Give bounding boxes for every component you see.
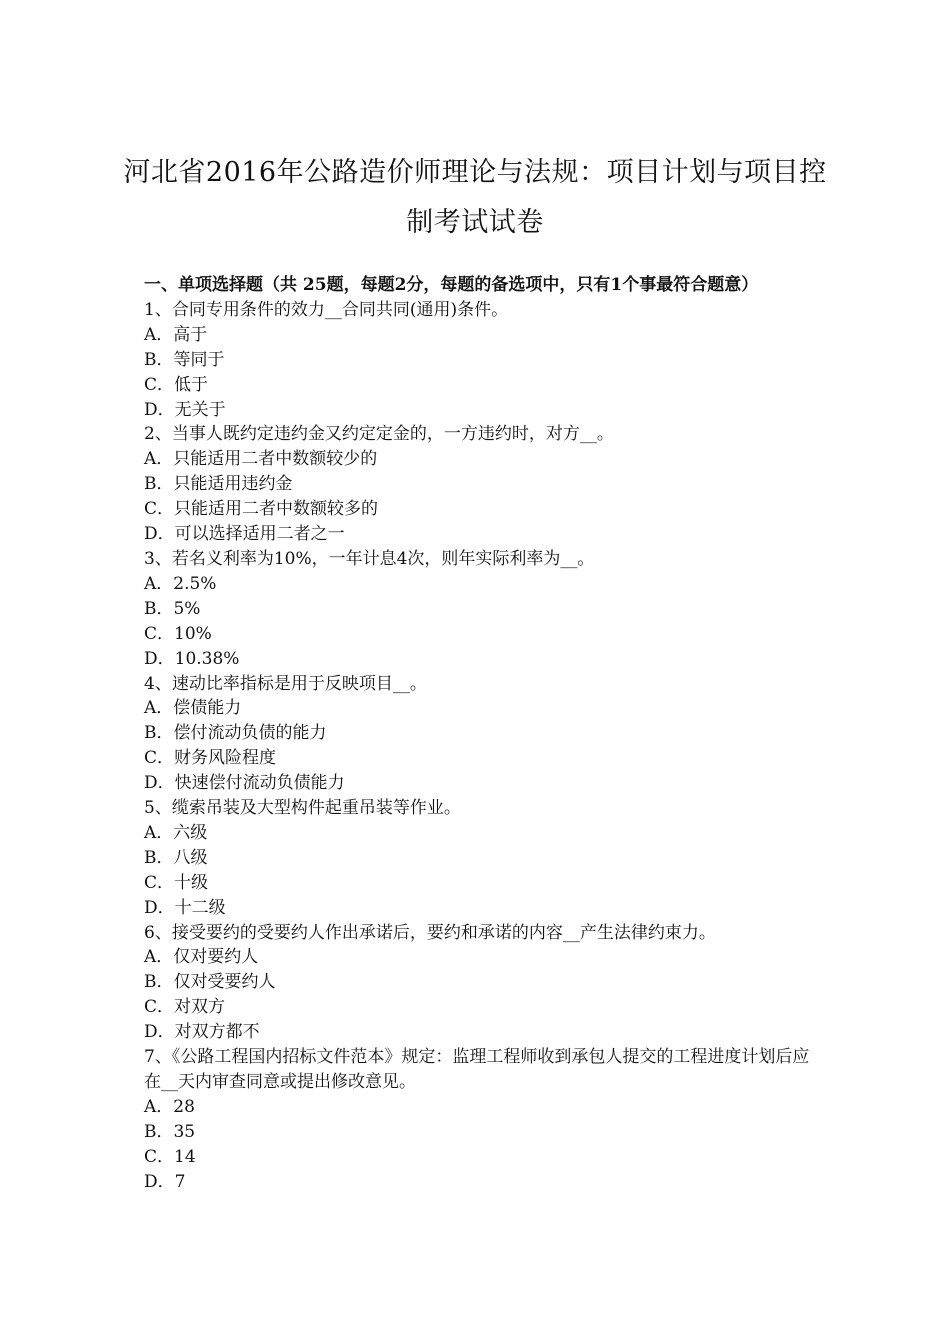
- exam-content: [144, 273, 812, 1195]
- option-a: A．高于: [144, 324, 208, 345]
- question-text: 5、缆索吊装及大型构件起重吊装等作业。: [144, 798, 461, 819]
- option-b: B．仅对受要约人: [144, 972, 276, 993]
- question-text: 7、《公路工程国内招标文件范本》规定：监理工程师收到承包人提交的工程进度计划后应在__天内审查同意或提出修改意见。: [144, 1047, 810, 1092]
- option-b: B．偿付流动负债的能力: [144, 723, 327, 744]
- question-2: [144, 422, 812, 547]
- question-4: [144, 672, 812, 797]
- option-b: B．5%: [144, 598, 201, 619]
- option-d: D．无关于: [144, 399, 226, 420]
- question-1: [144, 298, 812, 423]
- option-c: C．只能适用二者中数额较多的: [144, 499, 379, 520]
- option-b: B．只能适用违约金: [144, 474, 293, 495]
- option-b: B．八级: [144, 847, 208, 868]
- option-d: D．对双方都不: [144, 1022, 260, 1043]
- option-d: D．10.38%: [144, 648, 240, 669]
- question-5: [144, 796, 812, 921]
- section-heading: 一、单项选择题（共 25题，每题2分，每题的备选项中，只有1个事最符合题意）: [144, 275, 759, 295]
- option-c: C．14: [144, 1146, 196, 1167]
- option-d: D．十二级: [144, 897, 226, 918]
- question-text: 2、当事人既约定违约金又约定定金的，一方违约时，对方__。: [144, 424, 614, 445]
- question-7: [144, 1045, 812, 1194]
- option-a: A．28: [144, 1096, 195, 1117]
- option-c: C．十级: [144, 872, 209, 893]
- option-b: B．等同于: [144, 349, 225, 370]
- option-a: A．六级: [144, 822, 208, 843]
- option-a: A．仅对要约人: [144, 947, 259, 968]
- option-a: A．2.5%: [144, 573, 217, 594]
- option-c: C．10%: [144, 623, 212, 644]
- option-d: D．快速偿付流动负债能力: [144, 773, 345, 794]
- question-text: 4、速动比率指标是用于反映项目__。: [144, 673, 427, 694]
- option-b: B．35: [144, 1121, 196, 1142]
- option-d: D．可以选择适用二者之一: [144, 524, 345, 545]
- option-a: A．只能适用二者中数额较少的: [144, 449, 378, 470]
- option-c: C．对双方: [144, 997, 226, 1018]
- option-a: A．偿债能力: [144, 698, 242, 719]
- question-text: 6、接受要约的受要约人作出承诺后，要约和承诺的内容__产生法律约束力。: [144, 922, 716, 943]
- option-c: C．低于: [144, 374, 209, 395]
- question-text: 1、合同专用条件的效力__合同共同(通用)条件。: [144, 299, 509, 320]
- question-text: 3、若名义利率为10%，一年计息4次，则年实际利率为__。: [144, 548, 595, 569]
- option-c: C．财务风险程度: [144, 748, 277, 769]
- question-6: [144, 921, 812, 1046]
- option-d: D．7: [144, 1171, 186, 1192]
- document-title-line-2: 制考试试卷: [406, 207, 544, 238]
- document-title-line-1: 河北省2016年公路造价师理论与法规：项目计划与项目控: [123, 157, 827, 188]
- question-3: [144, 547, 812, 672]
